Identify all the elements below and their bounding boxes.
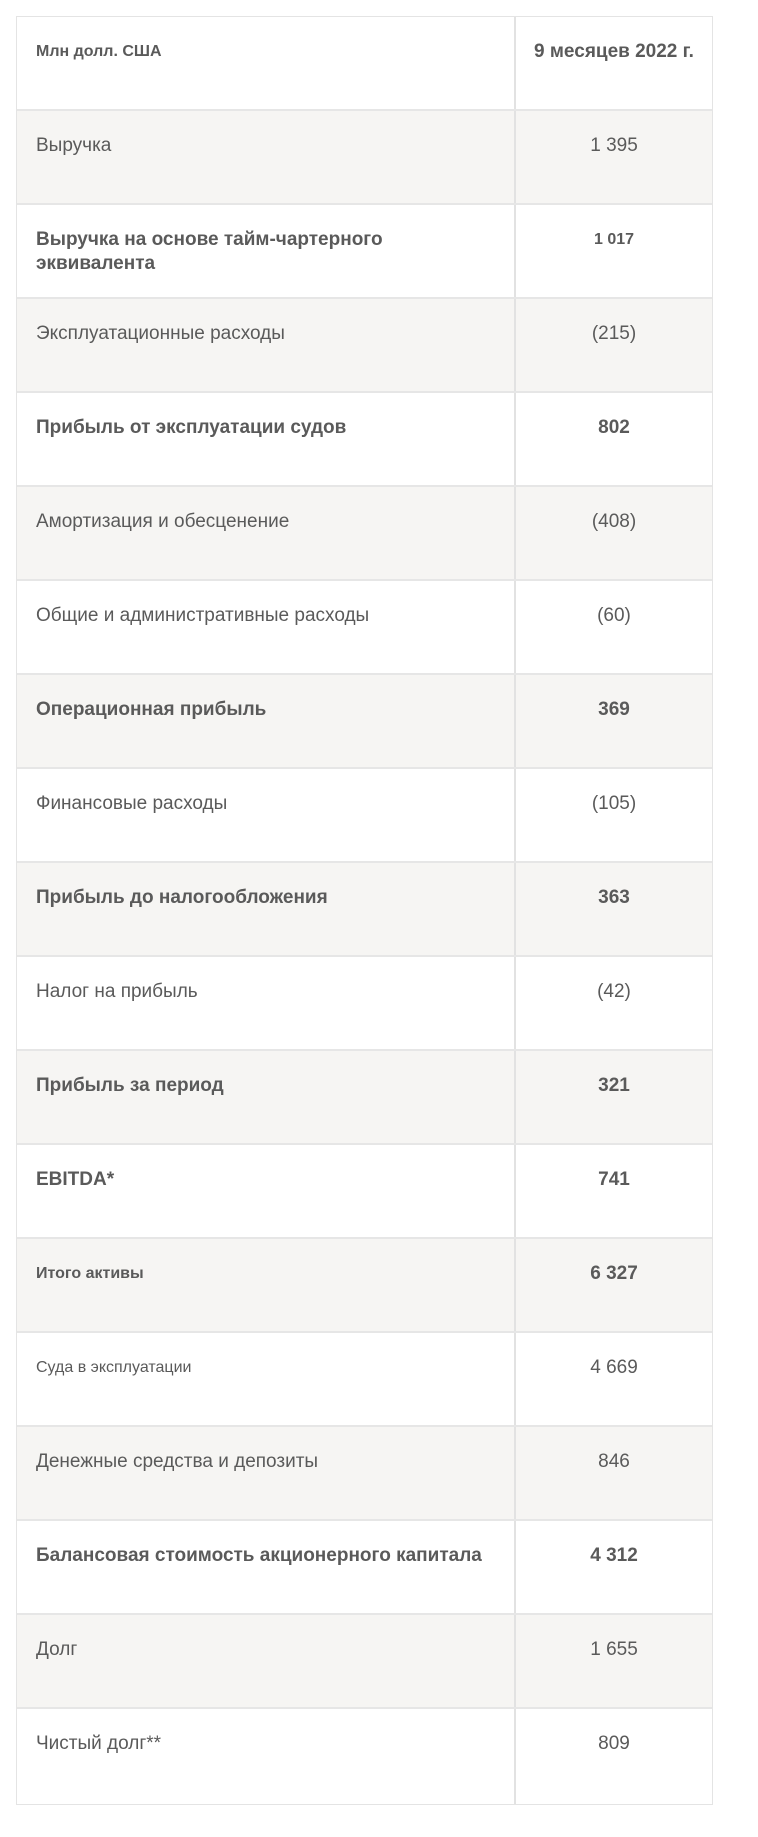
row-label: Операционная прибыль: [17, 675, 516, 767]
row-label: Прибыль до налогообложения: [17, 863, 516, 955]
row-value: 363: [598, 887, 630, 908]
row-label: Прибыль за период: [17, 1051, 516, 1143]
row-value: 1 655: [590, 1639, 638, 1660]
row-value: 1 395: [590, 135, 638, 156]
table-header-row: [17, 17, 712, 111]
table-row: [17, 1615, 712, 1709]
row-label: Чистый долг**: [17, 1709, 516, 1804]
row-value: 846: [598, 1451, 630, 1472]
row-value: 369: [598, 699, 630, 720]
row-value: 802: [598, 417, 630, 438]
row-label: Балансовая стоимость акционерного капитала: [17, 1521, 516, 1613]
row-label: Прибыль от эксплуатации судов: [17, 393, 516, 485]
row-value: 321: [598, 1075, 630, 1096]
row-value: 6 327: [590, 1263, 638, 1284]
row-label: Суда в эксплуатации: [17, 1333, 516, 1425]
row-label: Итого активы: [17, 1239, 516, 1331]
table-row: [17, 675, 712, 769]
table-row: [17, 111, 712, 205]
table-row: [17, 1239, 712, 1333]
table-row: [17, 581, 712, 675]
row-label: Долг: [17, 1615, 516, 1707]
row-label: Выручка: [17, 111, 516, 203]
row-label: Амортизация и обесценение: [17, 487, 516, 579]
row-label: EBITDA*: [17, 1145, 516, 1237]
header-units-label: Млн долл. США: [17, 17, 516, 109]
row-value: 1 017: [593, 231, 635, 248]
table-row: [17, 393, 712, 487]
row-value: (60): [597, 605, 631, 626]
row-label: Эксплуатационные расходы: [17, 299, 516, 391]
header-period-label: 9 месяцев 2022 г.: [534, 41, 694, 62]
row-value: 4 312: [590, 1545, 638, 1566]
row-value: (215): [591, 323, 637, 344]
row-label: Налог на прибыль: [17, 957, 516, 1049]
row-value: (42): [597, 981, 631, 1002]
table-row: [17, 487, 712, 581]
row-label: Денежные средства и депозиты: [17, 1427, 516, 1519]
financial-table: [16, 16, 713, 1805]
row-value: 4 669: [590, 1357, 638, 1378]
table-row: [17, 299, 712, 393]
table-row: [17, 1145, 712, 1239]
row-label: Финансовые расходы: [17, 769, 516, 861]
row-value: (105): [591, 793, 637, 814]
table-row: [17, 1051, 712, 1145]
row-value: 741: [598, 1169, 630, 1190]
row-label: Выручка на основе тайм-чартерного эквивалента: [17, 205, 516, 297]
table-row: [17, 205, 712, 299]
row-label: Общие и административные расходы: [17, 581, 516, 673]
table-row: [17, 957, 712, 1051]
table-row: [17, 1427, 712, 1521]
table-row: [17, 1333, 712, 1427]
row-value: 809: [598, 1733, 630, 1754]
table-row: [17, 1521, 712, 1615]
table-row: [17, 1709, 712, 1804]
row-value: (408): [591, 511, 637, 532]
table-row: [17, 769, 712, 863]
table-row: [17, 863, 712, 957]
